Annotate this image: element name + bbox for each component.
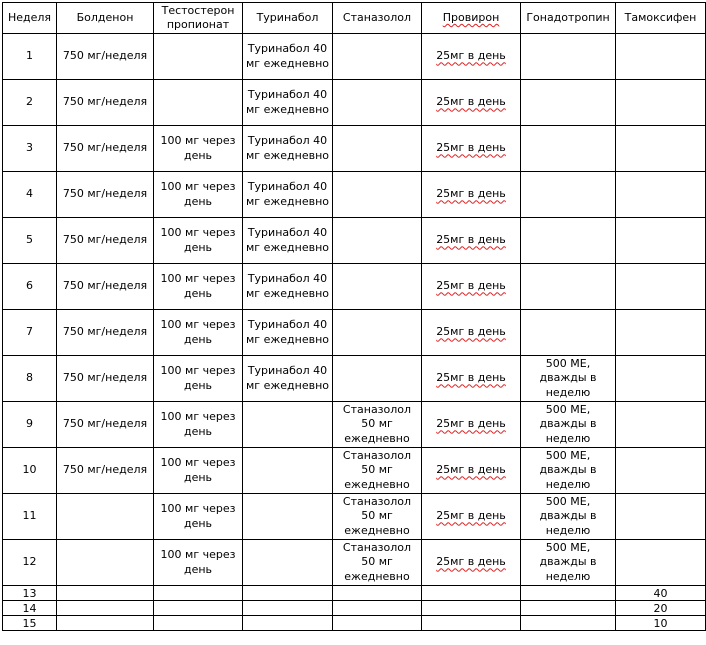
cell-testosterone: 100 мг через день <box>154 448 243 494</box>
cell-stanozolol: Станазолол 50 мг ежедневно <box>333 494 422 540</box>
cell-week: 15 <box>3 616 57 631</box>
table-row <box>3 448 706 494</box>
proviron-dose: 25мг в день <box>436 555 506 569</box>
cycle-schedule-table <box>2 2 706 631</box>
cell-gonadotropin <box>521 34 616 80</box>
cell-gonadotropin: 500 МЕ, дважды в неделю <box>521 402 616 448</box>
cell-boldenone: 750 мг/неделя <box>57 80 154 126</box>
cell-gonadotropin <box>521 80 616 126</box>
cell-proviron <box>422 540 521 586</box>
cell-proviron <box>422 172 521 218</box>
cell-gonadotropin <box>521 310 616 356</box>
cell-testosterone <box>154 601 243 616</box>
cell-gonadotropin: 500 МЕ, дважды в неделю <box>521 494 616 540</box>
header-testosterone: Тестостерон пропионат <box>154 3 243 34</box>
table-row <box>3 126 706 172</box>
cell-boldenone: 750 мг/неделя <box>57 218 154 264</box>
cell-boldenone: 750 мг/неделя <box>57 402 154 448</box>
cell-proviron <box>422 494 521 540</box>
cell-tamoxifen <box>616 494 706 540</box>
cell-stanozolol <box>333 264 422 310</box>
proviron-dose: 25мг в день <box>436 95 506 109</box>
cell-testosterone <box>154 586 243 601</box>
cell-stanozolol <box>333 126 422 172</box>
cell-testosterone: 100 мг через день <box>154 494 243 540</box>
cell-proviron <box>422 126 521 172</box>
cell-proviron <box>422 218 521 264</box>
proviron-dose: 25мг в день <box>436 417 506 431</box>
cell-gonadotropin <box>521 172 616 218</box>
cell-tamoxifen <box>616 356 706 402</box>
cell-turinabol <box>243 448 333 494</box>
schedule-body <box>3 34 706 631</box>
cell-week: 11 <box>3 494 57 540</box>
proviron-dose: 25мг в день <box>436 233 506 247</box>
header-proviron-label: Провирон <box>442 10 500 24</box>
cell-week: 12 <box>3 540 57 586</box>
cell-proviron <box>422 310 521 356</box>
table-row <box>3 616 706 631</box>
cell-turinabol <box>243 616 333 631</box>
header-proviron <box>422 3 521 34</box>
proviron-dose: 25мг в день <box>436 509 506 523</box>
cell-week: 4 <box>3 172 57 218</box>
cell-turinabol <box>243 402 333 448</box>
cell-proviron <box>422 80 521 126</box>
cell-tamoxifen <box>616 402 706 448</box>
table-row <box>3 218 706 264</box>
table-row <box>3 264 706 310</box>
cell-proviron <box>422 402 521 448</box>
cell-boldenone: 750 мг/неделя <box>57 34 154 80</box>
proviron-dose: 25мг в день <box>436 141 506 155</box>
cell-testosterone: 100 мг через день <box>154 540 243 586</box>
cell-week: 1 <box>3 34 57 80</box>
cell-boldenone: 750 мг/неделя <box>57 172 154 218</box>
table-row <box>3 402 706 448</box>
cell-tamoxifen <box>616 310 706 356</box>
cell-stanozolol <box>333 586 422 601</box>
cell-gonadotropin: 500 МЕ, дважды в неделю <box>521 356 616 402</box>
cell-turinabol: Туринабол 40 мг ежедневно <box>243 356 333 402</box>
cell-turinabol: Туринабол 40 мг ежедневно <box>243 126 333 172</box>
table-row <box>3 494 706 540</box>
cell-turinabol <box>243 586 333 601</box>
cell-turinabol: Туринабол 40 мг ежедневно <box>243 310 333 356</box>
proviron-dose: 25мг в день <box>436 325 506 339</box>
cell-testosterone <box>154 616 243 631</box>
cell-proviron <box>422 34 521 80</box>
cell-turinabol: Туринабол 40 мг ежедневно <box>243 172 333 218</box>
cell-tamoxifen <box>616 448 706 494</box>
header-stanozolol: Станазолол <box>333 3 422 34</box>
cell-boldenone <box>57 494 154 540</box>
cell-gonadotropin <box>521 264 616 310</box>
header-tamoxifen: Тамоксифен <box>616 3 706 34</box>
cell-week: 13 <box>3 586 57 601</box>
cell-week: 5 <box>3 218 57 264</box>
cell-turinabol <box>243 494 333 540</box>
cell-testosterone: 100 мг через день <box>154 356 243 402</box>
cell-proviron <box>422 448 521 494</box>
cell-boldenone: 750 мг/неделя <box>57 310 154 356</box>
cell-boldenone: 750 мг/неделя <box>57 264 154 310</box>
cell-testosterone: 100 мг через день <box>154 402 243 448</box>
cell-week: 3 <box>3 126 57 172</box>
cell-proviron <box>422 616 521 631</box>
cell-turinabol: Туринабол 40 мг ежедневно <box>243 264 333 310</box>
cell-proviron <box>422 356 521 402</box>
proviron-dose: 25мг в день <box>436 371 506 385</box>
cell-tamoxifen: 40 <box>616 586 706 601</box>
cell-proviron <box>422 264 521 310</box>
cell-week: 8 <box>3 356 57 402</box>
cell-stanozolol: Станазолол 50 мг ежедневно <box>333 448 422 494</box>
cell-tamoxifen: 10 <box>616 616 706 631</box>
table-row <box>3 310 706 356</box>
cell-stanozolol <box>333 310 422 356</box>
cell-week: 7 <box>3 310 57 356</box>
cell-stanozolol <box>333 356 422 402</box>
table-row <box>3 601 706 616</box>
cell-boldenone: 750 мг/неделя <box>57 448 154 494</box>
cell-stanozolol: Станазолол 50 мг ежедневно <box>333 402 422 448</box>
cell-week: 6 <box>3 264 57 310</box>
cell-gonadotropin <box>521 616 616 631</box>
table-row <box>3 80 706 126</box>
cell-boldenone <box>57 586 154 601</box>
cell-testosterone <box>154 34 243 80</box>
cell-tamoxifen: 20 <box>616 601 706 616</box>
cell-gonadotropin <box>521 218 616 264</box>
cell-week: 14 <box>3 601 57 616</box>
header-gonadotropin: Гонадотропин <box>521 3 616 34</box>
cell-week: 10 <box>3 448 57 494</box>
cell-stanozolol: Станазолол 50 мг ежедневно <box>333 540 422 586</box>
cell-testosterone: 100 мг через день <box>154 172 243 218</box>
table-row <box>3 34 706 80</box>
cell-turinabol: Туринабол 40 мг ежедневно <box>243 34 333 80</box>
cell-turinabol: Туринабол 40 мг ежедневно <box>243 80 333 126</box>
header-week: Неделя <box>3 3 57 34</box>
cell-tamoxifen <box>616 264 706 310</box>
cell-turinabol <box>243 601 333 616</box>
cell-proviron <box>422 586 521 601</box>
cell-stanozolol <box>333 80 422 126</box>
cell-boldenone: 750 мг/неделя <box>57 356 154 402</box>
proviron-dose: 25мг в день <box>436 49 506 63</box>
proviron-dose: 25мг в день <box>436 279 506 293</box>
cell-testosterone: 100 мг через день <box>154 264 243 310</box>
cell-proviron <box>422 601 521 616</box>
cell-boldenone <box>57 601 154 616</box>
cell-stanozolol <box>333 218 422 264</box>
cell-stanozolol <box>333 34 422 80</box>
cell-turinabol: Туринабол 40 мг ежедневно <box>243 218 333 264</box>
cell-testosterone: 100 мг через день <box>154 218 243 264</box>
proviron-dose: 25мг в день <box>436 187 506 201</box>
cell-gonadotropin <box>521 586 616 601</box>
cell-testosterone: 100 мг через день <box>154 310 243 356</box>
cell-stanozolol <box>333 601 422 616</box>
cell-stanozolol <box>333 616 422 631</box>
cell-tamoxifen <box>616 126 706 172</box>
table-row <box>3 172 706 218</box>
cell-turinabol <box>243 540 333 586</box>
table-row <box>3 586 706 601</box>
cell-gonadotropin: 500 МЕ, дважды в неделю <box>521 448 616 494</box>
cell-testosterone <box>154 80 243 126</box>
header-turinabol: Туринабол <box>243 3 333 34</box>
cell-tamoxifen <box>616 540 706 586</box>
cell-week: 2 <box>3 80 57 126</box>
proviron-dose: 25мг в день <box>436 463 506 477</box>
cell-boldenone <box>57 616 154 631</box>
cell-gonadotropin <box>521 601 616 616</box>
table-row <box>3 540 706 586</box>
cell-week: 9 <box>3 402 57 448</box>
table-row <box>3 356 706 402</box>
cell-stanozolol <box>333 172 422 218</box>
header-row <box>3 3 706 34</box>
cell-boldenone <box>57 540 154 586</box>
header-boldenone: Болденон <box>57 3 154 34</box>
cell-gonadotropin <box>521 126 616 172</box>
cell-tamoxifen <box>616 218 706 264</box>
cell-tamoxifen <box>616 172 706 218</box>
cell-tamoxifen <box>616 34 706 80</box>
cell-boldenone: 750 мг/неделя <box>57 126 154 172</box>
cell-gonadotropin: 500 МЕ, дважды в неделю <box>521 540 616 586</box>
cell-testosterone: 100 мг через день <box>154 126 243 172</box>
cell-tamoxifen <box>616 80 706 126</box>
